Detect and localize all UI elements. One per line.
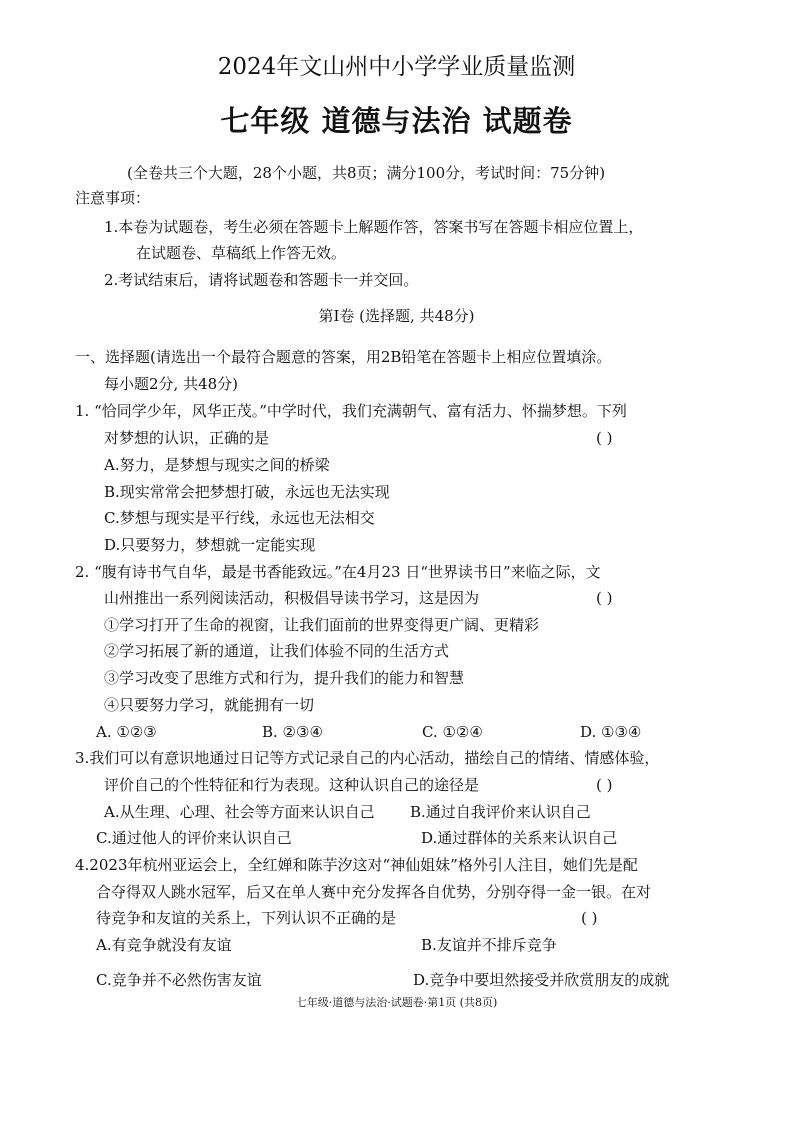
page-footer: 七年级·道德与法治·试题卷·第1页 (共8页) xyxy=(295,996,498,1009)
question-4-stem-cont-1: 合夺得双人跳水冠军，后又在单人赛中充分发挥各自优势，分别夺得一金一银。在对 xyxy=(96,883,652,901)
question-4-stem: 4.2023年杭州亚运会上，全红婵和陈芋汐这对“神仙姐妹”格外引人注目，她们先是配 xyxy=(75,856,638,874)
exam-info: (全卷共三个大题，28个小题，共8页；满分100分，考试时间：75分钟) xyxy=(127,164,606,182)
question-2-stem-cont: 山州推出一系列阅读活动，积极倡导读书学习，这是因为 xyxy=(104,589,480,607)
notice-label: 注意事项： xyxy=(75,189,151,207)
question-3-option-b: B.通过自我评价来认识自己 xyxy=(410,803,591,821)
question-1-blank: ( ) xyxy=(596,429,613,447)
question-2-statement-1: ①学习打开了生命的视窗，让我们面前的世界变得更广阔、更精彩 xyxy=(104,616,540,634)
question-2-statement-4: ④只要努力学习，就能拥有一切 xyxy=(104,696,315,714)
question-1-option-a: A.努力，是梦想与现实之间的桥梁 xyxy=(104,456,330,474)
question-2-option-b: B. ②③④ xyxy=(262,723,323,741)
page-subtitle: 七年级 道德与法治 试题卷 xyxy=(220,104,573,138)
section-instructions-cont: 每小题2分, 共48分) xyxy=(104,375,239,393)
notice-item-2: 2.考试结束后，请将试题卷和答题卡一并交回。 xyxy=(104,271,419,289)
question-4-option-a: A.有竞争就没有友谊 xyxy=(96,936,232,954)
question-3-stem-cont: 评价自己的个性特征和行为表现。这种认识自己的途径是 xyxy=(104,776,480,794)
question-4-option-c: C.竞争并不必然伤害友谊 xyxy=(96,971,262,989)
question-3-blank: ( ) xyxy=(596,776,613,794)
question-3-option-a: A.从生理、心理、社会等方面来认识自己 xyxy=(104,803,375,821)
question-4-blank: ( ) xyxy=(581,909,598,927)
question-1-option-b: B.现实常常会把梦想打破，永远也无法实现 xyxy=(104,483,390,501)
question-1-stem: 1. “恰同学少年，风华正茂。”中学时代，我们充满朝气、富有活力、怀揣梦想。下列 xyxy=(75,402,627,420)
question-2-statement-3: ③学习改变了思维方式和行为，提升我们的能力和智慧 xyxy=(104,669,465,687)
question-2-option-d: D. ①③④ xyxy=(580,723,642,741)
question-2-statement-2: ②学习拓展了新的通道，让我们体验不同的生活方式 xyxy=(104,642,450,660)
question-1-option-c: C.梦想与现实是平行线，永远也无法相交 xyxy=(104,509,375,527)
question-1-option-d: D.只要努力，梦想就一定能实现 xyxy=(104,536,316,554)
question-2-option-a: A. ①②③ xyxy=(96,723,157,741)
notice-item-1: 1.本卷为试题卷，考生必须在答题卡上解题作答，答案书写在答题卡相应位置上， xyxy=(104,218,644,236)
question-1-stem-cont: 对梦想的认识，正确的是 xyxy=(104,429,270,447)
question-3-option-c: C.通过他人的评价来认识自己 xyxy=(96,829,292,847)
question-2-stem: 2. “腹有诗书气自华，最是书香能致远。”在4月23 日“世界读书日”来临之际，文 xyxy=(75,563,601,581)
section-instructions: 一、选择题(请选出一个最符合题意的答案，用2B铅笔在答题卡上相应位置填涂。 xyxy=(75,348,612,366)
notice-item-1-cont: 在试题卷、草稿纸上作答无效。 xyxy=(136,244,347,262)
question-3-option-d: D.通过群体的关系来认识自己 xyxy=(421,829,618,847)
section-title: 第Ⅰ卷 (选择题, 共48分) xyxy=(318,307,475,325)
question-3-stem: 3.我们可以有意识地通过日记等方式记录自己的内心活动，描绘自己的情绪、情感体验， xyxy=(75,749,660,767)
question-4-option-b: B.友谊并不排斥竞争 xyxy=(421,936,557,954)
page-title: 2024年文山州中小学学业质量监测 xyxy=(217,54,576,80)
question-2-option-c: C. ①②④ xyxy=(422,723,483,741)
question-4-stem-cont-2: 待竞争和友谊的关系上，下列认识不正确的是 xyxy=(96,909,397,927)
question-2-blank: ( ) xyxy=(596,589,613,607)
question-4-option-d: D.竞争中要坦然接受并欣赏朋友的成就 xyxy=(413,971,670,989)
